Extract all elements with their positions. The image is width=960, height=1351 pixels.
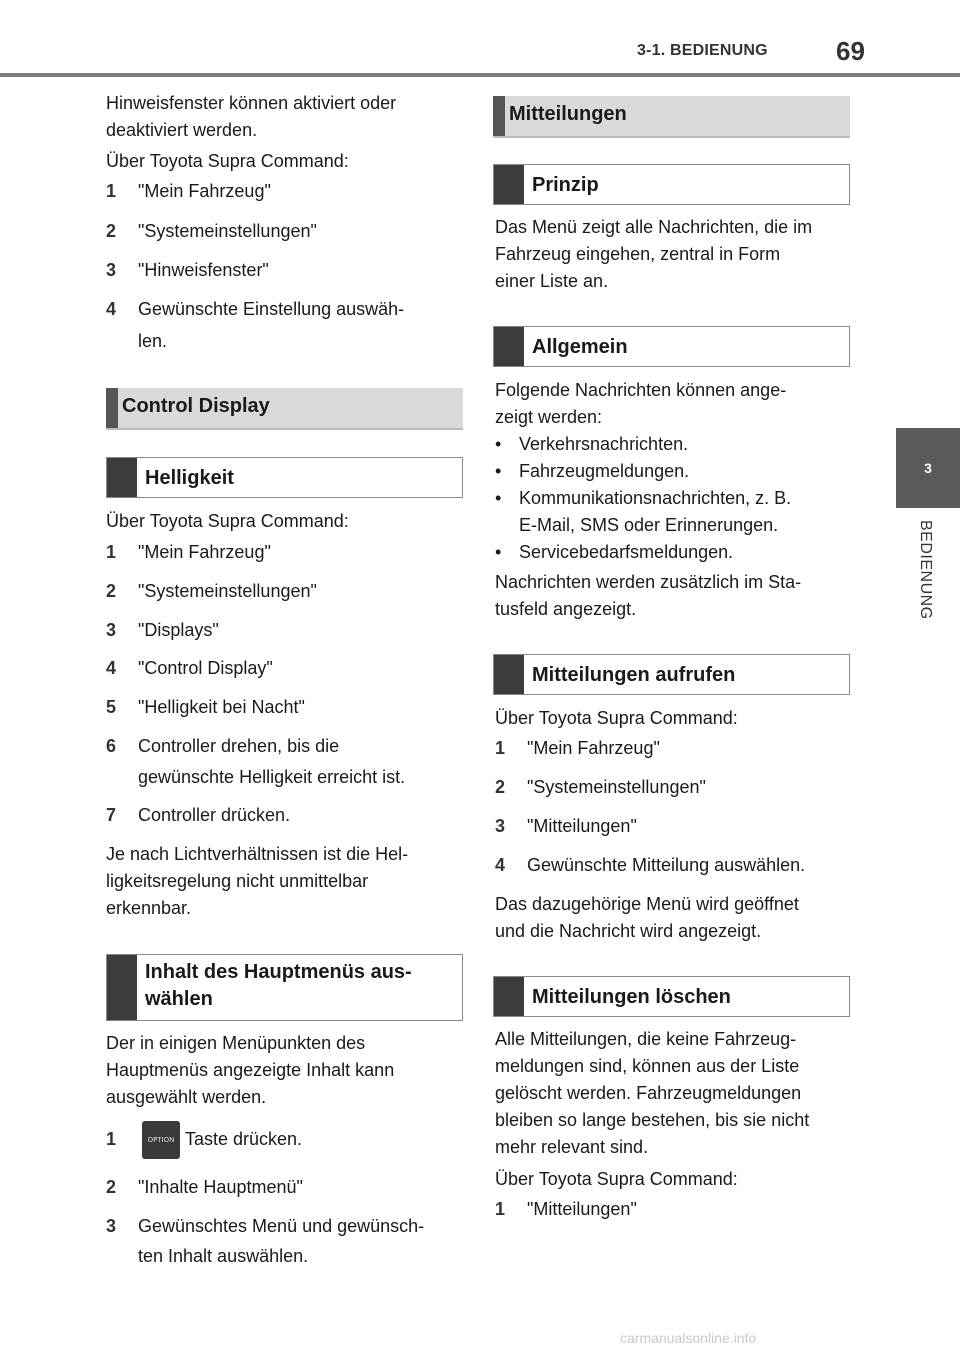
step <box>106 296 466 323</box>
command-text: Über Toyota Supra Command: <box>495 708 738 728</box>
bullet-text: Kommunikationsnachrichten, z. B. <box>519 488 792 508</box>
paragraph-line: gelöscht werden. Fahrzeugmeldungen <box>495 1083 802 1103</box>
step <box>106 733 466 760</box>
paragraph-line: Das Menü zeigt alle Nachrichten, die im <box>495 217 813 237</box>
step-text: "Systemeinstellungen" <box>138 581 317 601</box>
step-text: "Displays" <box>138 620 219 640</box>
step-number: 1 <box>495 738 506 758</box>
paragraph-line: Nachrichten werden zusätzlich im Sta- <box>495 572 802 592</box>
step <box>106 539 466 566</box>
heading-text: Control Display <box>122 395 270 417</box>
intro-line-2: deaktiviert werden. <box>106 120 258 140</box>
step <box>106 694 466 721</box>
step-text: Controller drücken. <box>138 805 291 825</box>
step-continuation: gewünschte Helligkeit erreicht ist. <box>138 767 406 787</box>
step-number: 2 <box>495 777 506 797</box>
step <box>495 735 850 762</box>
step-number: 2 <box>106 1177 117 1197</box>
step-number: 2 <box>106 581 117 601</box>
subheading-inhalt-hauptmenue <box>106 954 463 1021</box>
step-number: 4 <box>495 855 506 875</box>
step-text: "Inhalte Hauptmenü" <box>138 1177 303 1197</box>
step-number: 3 <box>106 620 117 640</box>
step <box>495 774 850 801</box>
bullet-dot: • <box>495 461 502 481</box>
chapter-label <box>880 520 960 640</box>
step-text: "Mitteilungen" <box>527 816 637 836</box>
paragraph-line: ligkeitsregelung nicht unmittelbar <box>106 871 369 891</box>
intro-line-1: Hinweisfenster können aktiviert oder <box>106 93 397 113</box>
step-text: "Mitteilungen" <box>527 1199 637 1219</box>
paragraph-line: erkennbar. <box>106 898 192 918</box>
chapter-tab: 3 <box>896 428 960 508</box>
header-rule <box>0 73 960 77</box>
step <box>106 178 466 205</box>
step-number: 3 <box>106 1216 117 1236</box>
subheading-helligkeit <box>106 457 463 498</box>
step <box>106 578 466 605</box>
step-number: 1 <box>106 1129 117 1149</box>
step <box>106 1126 466 1153</box>
bullet-text: Verkehrsnachrichten. <box>519 434 689 454</box>
step-number: 3 <box>495 816 506 836</box>
subheading-text: Mitteilungen aufrufen <box>532 664 736 686</box>
step <box>495 813 850 840</box>
step <box>106 1174 466 1201</box>
step <box>106 257 466 284</box>
command-text: Über Toyota Supra Command: <box>106 511 349 531</box>
step-number: 2 <box>106 221 117 241</box>
step-text: "Hinweisfenster" <box>138 260 269 280</box>
subheading-prinzip <box>493 164 850 205</box>
paragraph-line: ausgewählt werden. <box>106 1087 267 1107</box>
bullet-item <box>495 431 845 458</box>
option-button-icon: OPTION <box>142 1121 180 1159</box>
step <box>106 802 466 829</box>
subheading-text: Mitteilungen löschen <box>532 986 731 1008</box>
step-text: "Mein Fahrzeug" <box>138 542 271 562</box>
paragraph-line: einer Liste an. <box>495 271 609 291</box>
bullet-item <box>495 458 845 485</box>
bullet-item <box>495 485 845 512</box>
paragraph-line: Folgende Nachrichten können ange- <box>495 380 787 400</box>
paragraph-line: und die Nachricht wird angezeigt. <box>495 921 762 941</box>
step-text: "Systemeinstellungen" <box>527 777 706 797</box>
paragraph-line: mehr relevant sind. <box>495 1137 649 1157</box>
heading-text: Mitteilungen <box>509 103 627 125</box>
watermark: carmanualsonline.info <box>620 1330 757 1346</box>
step-text: Taste drücken. <box>185 1129 303 1149</box>
subheading-text-line-1: Inhalt des Hauptmenüs aus- <box>145 961 412 983</box>
step-text: "Systemeinstellungen" <box>138 221 317 241</box>
subheading-text: Allgemein <box>532 336 628 358</box>
step-text: Controller drehen, bis die <box>138 736 340 756</box>
subheading-mitteilungen-aufrufen <box>493 654 850 695</box>
step-number: 6 <box>106 736 117 756</box>
subheading-allgemein <box>493 326 850 367</box>
step-number: 7 <box>106 805 117 825</box>
paragraph-line: Der in einigen Menüpunkten des <box>106 1033 366 1053</box>
step <box>495 1196 850 1223</box>
command-text: Über Toyota Supra Command: <box>106 151 349 171</box>
step-continuation: ten Inhalt auswählen. <box>138 1246 309 1266</box>
subheading-text: Helligkeit <box>145 467 234 489</box>
step <box>106 617 466 644</box>
subheading-mitteilungen-loeschen <box>493 976 850 1017</box>
bullet-dot: • <box>495 488 502 508</box>
step-number: 3 <box>106 260 117 280</box>
paragraph-line: zeigt werden: <box>495 407 603 427</box>
paragraph-line: bleiben so lange bestehen, bis sie nicht <box>495 1110 810 1130</box>
heading-mitteilungen <box>493 96 850 138</box>
bullet-continuation: E-Mail, SMS oder Erinnerungen. <box>519 515 779 535</box>
step-text: "Mein Fahrzeug" <box>527 738 660 758</box>
paragraph-line: meldungen sind, können aus der Liste <box>495 1056 800 1076</box>
subheading-text-line-2: wählen <box>145 988 213 1010</box>
step-number: 5 <box>106 697 117 717</box>
step-text: "Control Display" <box>138 658 273 678</box>
step <box>106 655 466 682</box>
step <box>106 218 466 245</box>
step-number: 1 <box>106 542 117 562</box>
step <box>495 852 850 879</box>
paragraph-line: Das dazugehörige Menü wird geöffnet <box>495 894 799 914</box>
step-text: Gewünschtes Menü und gewünsch- <box>138 1216 425 1236</box>
section-title: 3-1. BEDIENUNG <box>637 42 768 59</box>
chapter-label-text: BEDIENUNG <box>917 520 934 620</box>
paragraph-line: tusfeld angezeigt. <box>495 599 637 619</box>
bullet-item <box>495 539 845 566</box>
page-number: 69 <box>836 36 865 66</box>
subheading-text: Prinzip <box>532 174 599 196</box>
step-text: "Mein Fahrzeug" <box>138 181 271 201</box>
step-text: "Helligkeit bei Nacht" <box>138 697 305 717</box>
step-text: Gewünschte Mitteilung auswählen. <box>527 855 806 875</box>
step-number: 1 <box>106 181 117 201</box>
paragraph-line: Alle Mitteilungen, die keine Fahrzeug- <box>495 1029 797 1049</box>
step-number: 1 <box>495 1199 506 1219</box>
step-continuation: len. <box>138 331 168 351</box>
paragraph-line: Hauptmenüs angezeigte Inhalt kann <box>106 1060 395 1080</box>
heading-control-display <box>106 388 463 430</box>
paragraph-line: Fahrzeug eingehen, zentral in Form <box>495 244 781 264</box>
bullet-dot: • <box>495 434 502 454</box>
paragraph-line: Je nach Lichtverhältnissen ist die Hel- <box>106 844 409 864</box>
step-number: 4 <box>106 658 117 678</box>
bullet-dot: • <box>495 542 502 562</box>
command-text: Über Toyota Supra Command: <box>495 1169 738 1189</box>
bullet-text: Servicebedarfsmeldungen. <box>519 542 734 562</box>
step-number: 4 <box>106 299 117 319</box>
step-text: Gewünschte Einstellung auswäh- <box>138 299 405 319</box>
step <box>106 1213 466 1240</box>
bullet-text: Fahrzeugmeldungen. <box>519 461 690 481</box>
